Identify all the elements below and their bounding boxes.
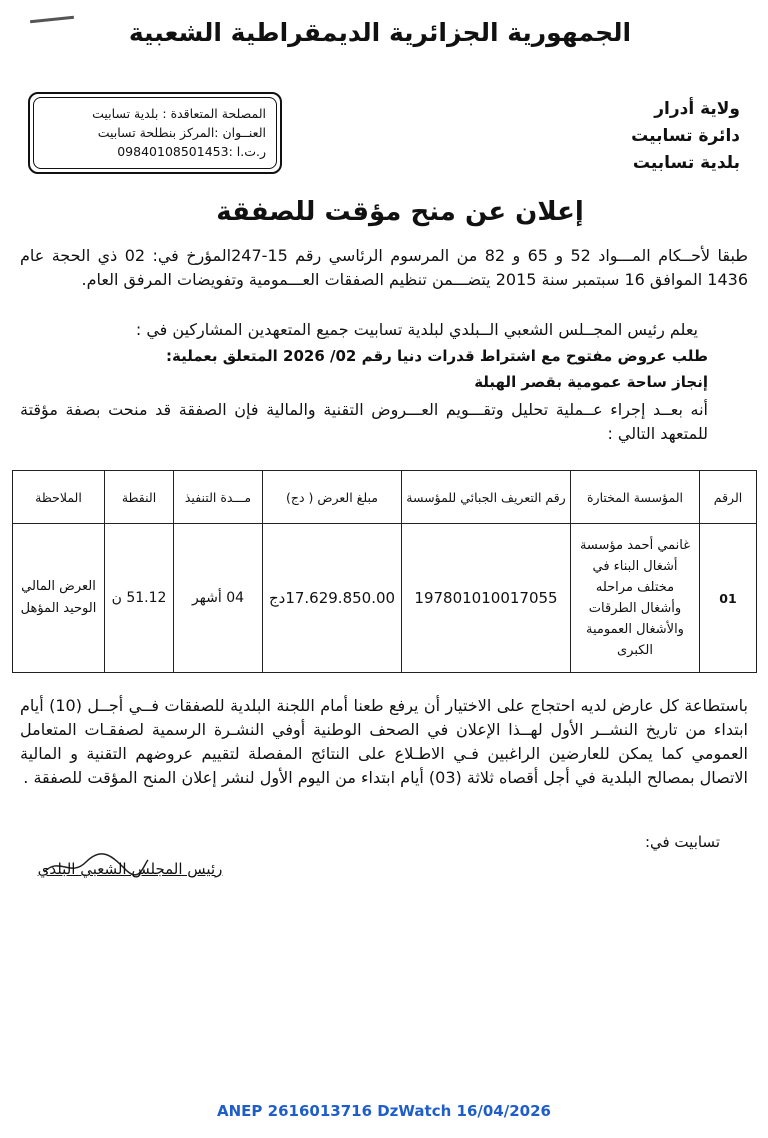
- contracting-authority: المصلحة المتعاقدة : بلدية تسابيت: [92, 106, 266, 121]
- cell-amount: 17.629.850.00دج: [263, 524, 402, 673]
- col-remark: الملاحظة: [13, 471, 105, 524]
- contracting-authority-box: [28, 92, 282, 174]
- notice-title: إعلان عن منح مؤقت للصفقة: [216, 197, 584, 227]
- administrative-header: [540, 96, 740, 177]
- project-name: إنجاز ساحة عمومية بقصر الهبلة: [474, 373, 708, 391]
- commune: بلدية تسابيت: [632, 153, 740, 173]
- cell-duration: 04 أشهر: [174, 524, 263, 673]
- republic-title: الجمهورية الجزائرية الديمقراطية الشعبية: [128, 18, 632, 47]
- col-tax-id: رقم التعريف الجبائي للمؤسسة: [402, 471, 571, 524]
- legal-basis: طبقا لأحــكام المـــواد 52 و 65 و 82 من المرسوم الرئاسي رقم 15-247المؤرخ في: 02 ذي الحجة عام 1436 الموافق 16 سبتمبر سنة 2015 يتضـــمن تنظيم الصفقات العـــمومية وتفويضات المرفق العام.: [20, 246, 749, 289]
- daira: دائرة تسابيت: [631, 126, 740, 146]
- col-company: المؤسسة المختارة: [571, 471, 700, 524]
- table-header-row: [13, 471, 757, 524]
- tax-id: ر.ت.ا :09840108501453: [117, 144, 266, 159]
- wilaya: ولاية أدرار: [654, 99, 740, 119]
- table-row: [13, 524, 757, 673]
- signatory-title: رئيس المجلس الشعبي البلدي: [37, 860, 223, 878]
- col-amount: مبلغ العرض ( دج): [263, 471, 402, 524]
- cell-score: 51.12 ن: [105, 524, 174, 673]
- col-number: الرقم: [700, 471, 757, 524]
- footer-reference: ANEP 2616013716 DzWatch 16/04/2026: [217, 1102, 551, 1120]
- cell-remark: العرض المالي الوحيد المؤهل: [13, 524, 105, 673]
- pen-mark: [30, 16, 74, 24]
- signature-place: تسابيت في:: [644, 833, 720, 851]
- cell-tax-id: 197801010017055: [402, 524, 571, 673]
- award-table: [12, 470, 757, 673]
- appeal-notice: باستطاعة كل عارض لديه احتجاج على الاختيار أن يرفع طعنا أمام اللجنة البلدية للصفقات فــي أجــل (10) أيام ابتداء من تاريخ النشــر الأول لهــذا الإعلان في الصحف الوطنية أوفي النشـرة الرسمية لصفقـات المتعامل العمومي كما يمكن للعارضين الراغبين فـي الاطـلاع على النتائج المفصلة لتقييم عروضهم التقنية و المالية الاتصال بمصالح البلدية في أجل أقصاه ثلاثة (03) أيام ابتداء من اليوم الأول لنشر إعلان المنح المؤقت للصفقة .: [20, 696, 749, 787]
- tender-reference: طلب عروض مفتوح مع اشتراط قدرات دنيا رقم 02/ 2026 المتعلق بعملية:: [166, 347, 708, 365]
- address: العنــوان :المركز بنطلحة تسابيت: [97, 125, 266, 140]
- notice-intro: يعلم رئيس المجــلس الشعبي الــبلدي لبلدية تسابيت جميع المتعهدين المشاركين في :: [135, 320, 698, 339]
- award-statement: أنه بعــد إجراء عــملية تحليل وتقـــويم العـــروض التقنية والمالية فإن الصفقة قد منحت بصفة مؤقتة للمتعهد التالي :: [20, 400, 708, 443]
- cell-number: 01: [700, 524, 757, 673]
- col-score: النقطة: [105, 471, 174, 524]
- col-duration: مـــدة التنفيذ: [174, 471, 263, 524]
- cell-company: غانمي أحمد مؤسسة أشغال البناء في مختلف مراحله وأشغال الطرقات والأشغال العمومية الكبرى: [571, 524, 700, 673]
